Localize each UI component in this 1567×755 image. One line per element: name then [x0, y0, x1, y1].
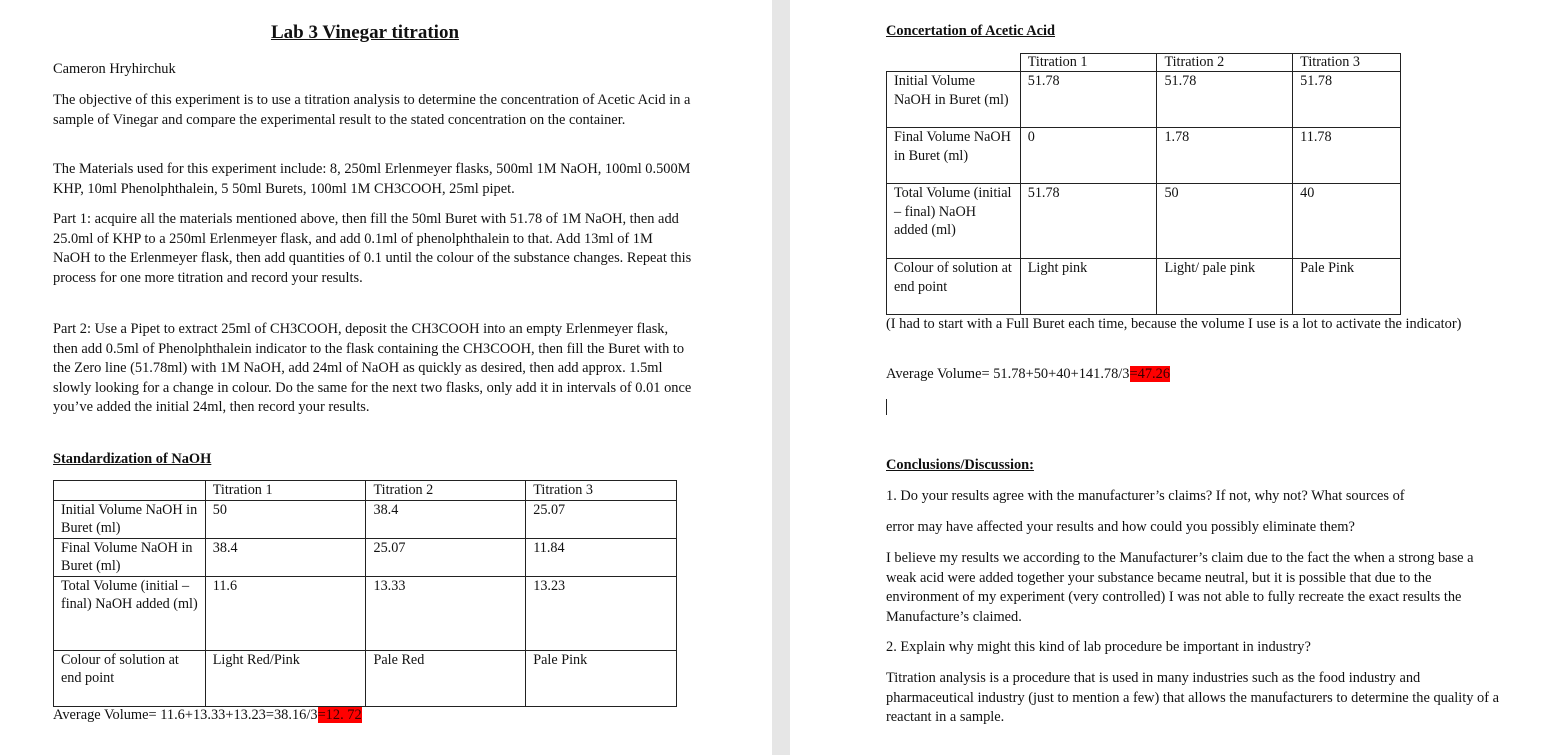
table-cell: 51.78	[1020, 72, 1157, 128]
average-volume-text: Average Volume= 51.78+50+40+141.78/3	[886, 366, 1130, 382]
part2-paragraph: Part 2: Use a Pipet to extract 25ml of CH3COOH, deposit the CH3COOH into an empty Erlenmeyer flask, then add 0.5ml of Phenolphthalein indicator to the flask containing the CH3COOH, then fill the Buret with to the Zero line (51.78ml) with 1M NaOH, add 24ml of NaOH as quickly as desired, then add approx. 1.5ml slowly looking for a change in colour. Do the same for the next two flasks, only add it in intervals of 0.01 once you’ve added the initial 24ml, then record your results.	[53, 321, 692, 416]
average-volume-highlight: =12. 72	[317, 707, 362, 723]
author-name: Cameron Hryhirchuk	[53, 61, 176, 77]
table-header-cell: Titration 2	[366, 481, 526, 501]
table-cell	[887, 54, 1021, 72]
table-cell: 50	[205, 500, 366, 538]
table-row	[54, 576, 677, 650]
table-cell: 50	[1157, 184, 1293, 259]
table-cell: 25.07	[366, 538, 526, 576]
text-cursor	[886, 399, 887, 415]
conclusions-heading: Conclusions/Discussion:	[886, 457, 1034, 473]
table-header-cell: Titration 2	[1157, 54, 1293, 72]
table-cell: 25.07	[526, 500, 677, 538]
question-2: 2. Explain why might this kind of lab procedure be important in industry?	[886, 639, 1311, 655]
buret-note: (I had to start with a Full Buret each time, because the volume I use is a lot to activate the indicator)	[886, 316, 1462, 332]
document-page-left	[0, 0, 772, 755]
concentration-table	[886, 53, 1401, 315]
table-cell: 11.78	[1293, 128, 1401, 184]
table-cell: 13.23	[526, 576, 677, 650]
table-cell: 11.6	[205, 576, 366, 650]
row-label-cell: Initial Volume NaOH in Buret (ml)	[887, 72, 1021, 128]
table-cell: Light Red/Pink	[205, 650, 366, 706]
row-label-cell: Colour of solution at end point	[54, 650, 206, 706]
table-cell: 1.78	[1157, 128, 1293, 184]
answer-2-paragraph: Titration analysis is a procedure that is used in many industries such as the food industry and pharmaceutical industry (just to mention a few) that allows the manufacturers to determine the quality of a reactant in a sample.	[886, 670, 1500, 726]
table-cell: 51.78	[1157, 72, 1293, 128]
table-header-row	[54, 481, 677, 501]
table-row	[887, 72, 1401, 128]
table-cell	[54, 481, 206, 501]
page-gutter	[772, 0, 790, 755]
concentration-heading: Concertation of Acetic Acid	[886, 23, 1056, 39]
standardization-table	[53, 480, 677, 707]
table-cell: 51.78	[1020, 184, 1157, 259]
row-label-cell: Final Volume NaOH in Buret (ml)	[887, 128, 1021, 184]
table-cell: Light pink	[1020, 259, 1157, 315]
document-title: Lab 3 Vinegar titration	[270, 22, 460, 43]
table-row	[54, 500, 677, 538]
table-cell: Pale Pink	[526, 650, 677, 706]
row-label-cell: Initial Volume NaOH in Buret (ml)	[54, 500, 206, 538]
table-row	[887, 128, 1401, 184]
table-cell: 38.4	[205, 538, 366, 576]
table-cell: 13.33	[366, 576, 526, 650]
table-cell: 38.4	[366, 500, 526, 538]
table-header-cell: Titration 3	[526, 481, 677, 501]
question-1-line-2: error may have affected your results and how could you possibly eliminate them?	[886, 519, 1355, 535]
table-header-cell: Titration 3	[1293, 54, 1401, 72]
row-label-cell: Colour of solution at end point	[887, 259, 1021, 315]
answer-1-paragraph: I believe my results we according to the Manufacturer’s claim due to the fact the when a strong base a weak acid were added together your substance became neutral, but it is possible that due to the environment of my experiment (very controlled) I was not able to fully recreate the exact results the Manufacture’s claimed.	[886, 550, 1474, 625]
table-header-cell: Titration 1	[1020, 54, 1157, 72]
objective-paragraph: The objective of this experiment is to use a titration analysis to determine the concentration of Acetic Acid in a sample of Vinegar and compare the experimental result to the stated concentration on the container.	[53, 92, 691, 128]
table-cell: Pale Pink	[1293, 259, 1401, 315]
table-row	[54, 538, 677, 576]
table-cell: 40	[1293, 184, 1401, 259]
table-row	[887, 184, 1401, 259]
table-row	[887, 259, 1401, 315]
row-label-cell: Total Volume (initial – final) NaOH added (ml)	[54, 576, 206, 650]
materials-paragraph: The Materials used for this experiment include: 8, 250ml Erlenmeyer flasks, 500ml 1M NaOH, 100ml 0.500M KHP, 10ml Phenolphthalein, 5 50ml Burets, 100ml 1M CH3COOH, 25ml pipet.	[53, 161, 691, 197]
standardization-heading: Standardization of NaOH	[53, 451, 212, 467]
table-header-row	[887, 54, 1401, 72]
average-volume-line	[53, 706, 362, 726]
table-header-cell: Titration 1	[205, 481, 366, 501]
table-row	[54, 650, 677, 706]
part1-paragraph: Part 1: acquire all the materials mentioned above, then fill the 50ml Buret with 51.78 of 1M NaOH, then add 25.0ml of KHP to a 250ml Erlenmeyer flask, and add 0.1ml of phenolphthalein to that. Add 13ml of 1M NaOH to the Erlenmeyer flask, then add quantities of 0.1 until the colour of the substance changes. Repeat this process for one more titration and record your results.	[53, 211, 692, 286]
row-label-cell: Final Volume NaOH in Buret (ml)	[54, 538, 206, 576]
table-cell: Light/ pale pink	[1157, 259, 1293, 315]
average-volume-highlight: =47.26	[1129, 366, 1171, 382]
question-1-line-1: 1. Do your results agree with the manufacturer’s claims? If not, why not? What sources of	[886, 488, 1405, 504]
table-cell: 51.78	[1293, 72, 1401, 128]
average-volume-text: Average Volume= 11.6+13.33+13.23=38.16/3	[53, 707, 318, 723]
document-page-right	[790, 0, 1567, 755]
table-cell: 11.84	[526, 538, 677, 576]
average-volume-line	[886, 365, 1170, 385]
row-label-cell: Total Volume (initial – final) NaOH added (ml)	[887, 184, 1021, 259]
table-cell: 0	[1020, 128, 1157, 184]
table-cell: Pale Red	[366, 650, 526, 706]
